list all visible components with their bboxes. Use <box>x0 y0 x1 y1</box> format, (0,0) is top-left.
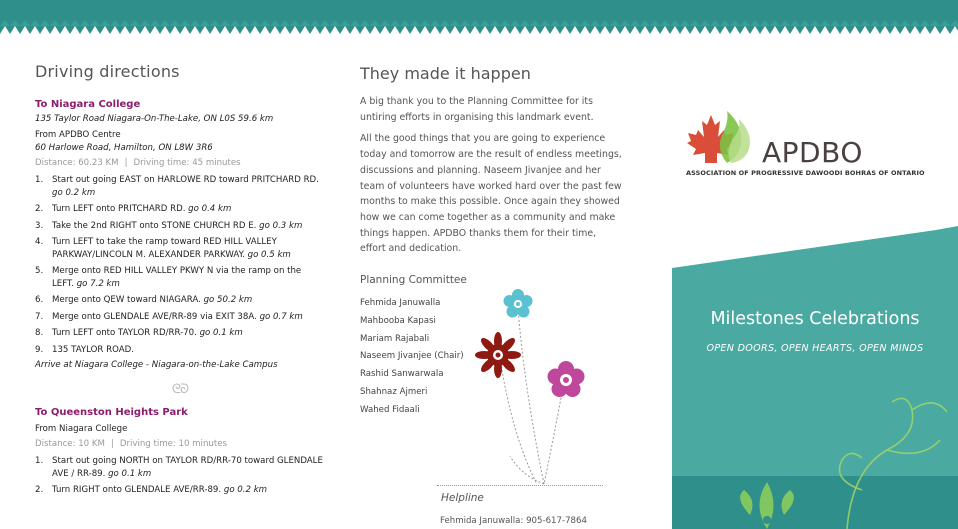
thanks-paragraph: All the good things that you are going to experience today and tomorrow are the result of endless meetings, discussions and planning. Naseem Jivanjee and her team of volunteers have worked hard over the past few months to make this possible. Once again they showed how we can come together as a community and make things happen. APDBO thanks them for their time, effort and dedication. <box>360 133 622 255</box>
route1-steps <box>35 174 325 356</box>
route2-meta <box>35 438 325 451</box>
step-text: Take the 2nd RIGHT onto STONE CHURCH RD E. <box>52 220 257 231</box>
route1-step <box>35 236 325 261</box>
step-distance: go 0.7 km <box>259 311 303 322</box>
step-number: 7. <box>35 311 44 322</box>
step-number: 6. <box>35 295 44 305</box>
committee-member: Shahnaz Ajmeri <box>360 386 428 397</box>
step-text: Turn LEFT to take the ramp toward RED HILL VALLEY PARKWAY/LINCOLN M. ALEXANDER PARKWAY. <box>52 237 277 260</box>
step-number: 2. <box>35 204 44 214</box>
stem-blue-flower <box>518 308 544 484</box>
panel-title: Milestones Celebrations <box>710 309 920 329</box>
blue-flower-icon <box>504 289 533 318</box>
thanks-section <box>360 64 622 263</box>
thanks-heading: They made it happen <box>360 64 531 83</box>
step-distance: go 0.2 km <box>223 485 268 495</box>
route1-step <box>35 220 325 233</box>
route1-address: 135 Taylor Road Niagara-On-The-Lake, ON L0S 59.6 km <box>35 114 274 124</box>
step-number: 5. <box>35 266 44 276</box>
route1-step <box>35 311 325 324</box>
route2-steps <box>35 455 325 497</box>
route1-from-label: From APDBO Centre <box>35 130 121 140</box>
step-number: 8. <box>35 328 44 338</box>
driving-directions-heading: Driving directions <box>35 62 180 81</box>
step-distance: go 0.1 km <box>199 328 243 338</box>
committee-member: Fehmida Januwalla <box>360 298 441 308</box>
helpline-contact: Fehmida Januwalla: 905-617-7864 <box>440 516 587 526</box>
committee-member: Naseem Jivanjee (Chair) <box>360 351 464 362</box>
route2-distance: Distance: 10 KM <box>35 439 105 449</box>
route2-step <box>35 455 325 480</box>
step-text: 135 TAYLOR ROAD. <box>52 344 134 355</box>
step-distance: go 0.3 km <box>259 220 303 231</box>
planning-committee-list <box>360 295 464 420</box>
step-text: Turn RIGHT onto GLENDALE AVE/RR-89. <box>52 485 222 495</box>
route1-arrive: Arrive at Niagara College - Niagara-on-the-Lake Campus <box>35 360 278 370</box>
driving-directions-section <box>35 62 325 501</box>
step-text: Merge onto GLENDALE AVE/RR-89 via EXIT 38A. <box>52 311 257 322</box>
committee-member: Mahbooba Kapasi <box>360 315 436 326</box>
pink-flower-icon <box>548 361 585 397</box>
step-text: Turn LEFT onto PRITCHARD RD. <box>52 204 186 214</box>
thanks-paragraph: A big thank you to the Planning Committee for its untiring efforts in organising this landmark event. <box>360 96 594 123</box>
helpline-title: Helpline <box>441 492 484 504</box>
route2-separator: | <box>110 439 114 449</box>
route1-step <box>35 344 325 357</box>
route2-destination: To Queenston Heights Park <box>35 407 188 418</box>
ornament-divider: ᘓᘐ <box>171 382 189 397</box>
planning-committee-title: Planning Committee <box>360 274 467 286</box>
route2-time: Driving time: 10 minutes <box>119 439 227 449</box>
route1-meta <box>35 157 325 170</box>
step-number: 2. <box>35 485 44 495</box>
step-distance: go 50.2 km <box>203 295 253 305</box>
logo-text: APDBO <box>762 136 863 169</box>
step-distance: go 7.2 km <box>76 278 120 289</box>
committee-member: Rashid Sanwarwala <box>360 369 444 380</box>
step-distance: go 0.2 km <box>52 187 96 198</box>
stem-red-flower <box>500 358 537 484</box>
step-number: 9. <box>35 344 44 355</box>
route1-step <box>35 265 325 290</box>
flowers-illustration <box>462 286 612 486</box>
step-number: 1. <box>35 456 44 466</box>
route1-step <box>35 327 325 340</box>
step-distance: go 0.1 km <box>108 468 152 479</box>
brand-panel <box>672 0 958 529</box>
step-text: Start out going EAST on HARLOWE RD toward PRITCHARD RD. <box>52 175 319 185</box>
logo-subtitle: ASSOCIATION OF PROGRESSIVE DAWOODI BOHRAS OF ONTARIO <box>686 169 925 177</box>
helpline-divider <box>437 485 603 486</box>
panel-tagline: OPEN DOORS, OPEN HEARTS, OPEN MINDS <box>706 343 924 354</box>
step-text: Turn LEFT onto TAYLOR RD/RR-70. <box>52 328 197 338</box>
step-number: 1. <box>35 175 44 185</box>
route1-from-address: 60 Harlowe Road, Hamilton, ON L8W 3R6 <box>35 143 213 153</box>
committee-member: Mariam Rajabali <box>360 333 430 344</box>
route1-time: Driving time: 45 minutes <box>133 158 241 168</box>
step-distance: go 0.5 km <box>247 249 291 260</box>
apdbo-logo-icon <box>685 107 760 167</box>
stem-pink-flower <box>544 382 564 484</box>
route2-step <box>35 484 325 497</box>
panel-background <box>672 0 958 529</box>
step-number: 4. <box>35 237 44 247</box>
step-distance: go 0.4 km <box>188 204 232 214</box>
route1-step <box>35 294 325 307</box>
step-text: Merge onto QEW toward NIAGARA. <box>52 295 201 305</box>
step-number: 3. <box>35 220 44 231</box>
route1-step <box>35 174 325 199</box>
route1-destination: To Niagara College <box>35 99 141 110</box>
step-text: Merge onto RED HILL VALLEY PKWY N via the ramp on the LEFT. <box>52 266 302 289</box>
route1-distance: Distance: 60.23 KM <box>35 158 119 168</box>
route1-step <box>35 203 325 216</box>
red-flower-icon <box>475 332 521 378</box>
leaf-stem <box>510 456 544 484</box>
step-text: Start out going NORTH on TAYLOR RD/RR-70 toward GLENDALE AVE / RR-89. <box>52 456 323 479</box>
committee-member: Wahed Fidaali <box>360 404 420 415</box>
route1-separator: | <box>124 158 128 168</box>
route2-from-label: From Niagara College <box>35 424 128 434</box>
